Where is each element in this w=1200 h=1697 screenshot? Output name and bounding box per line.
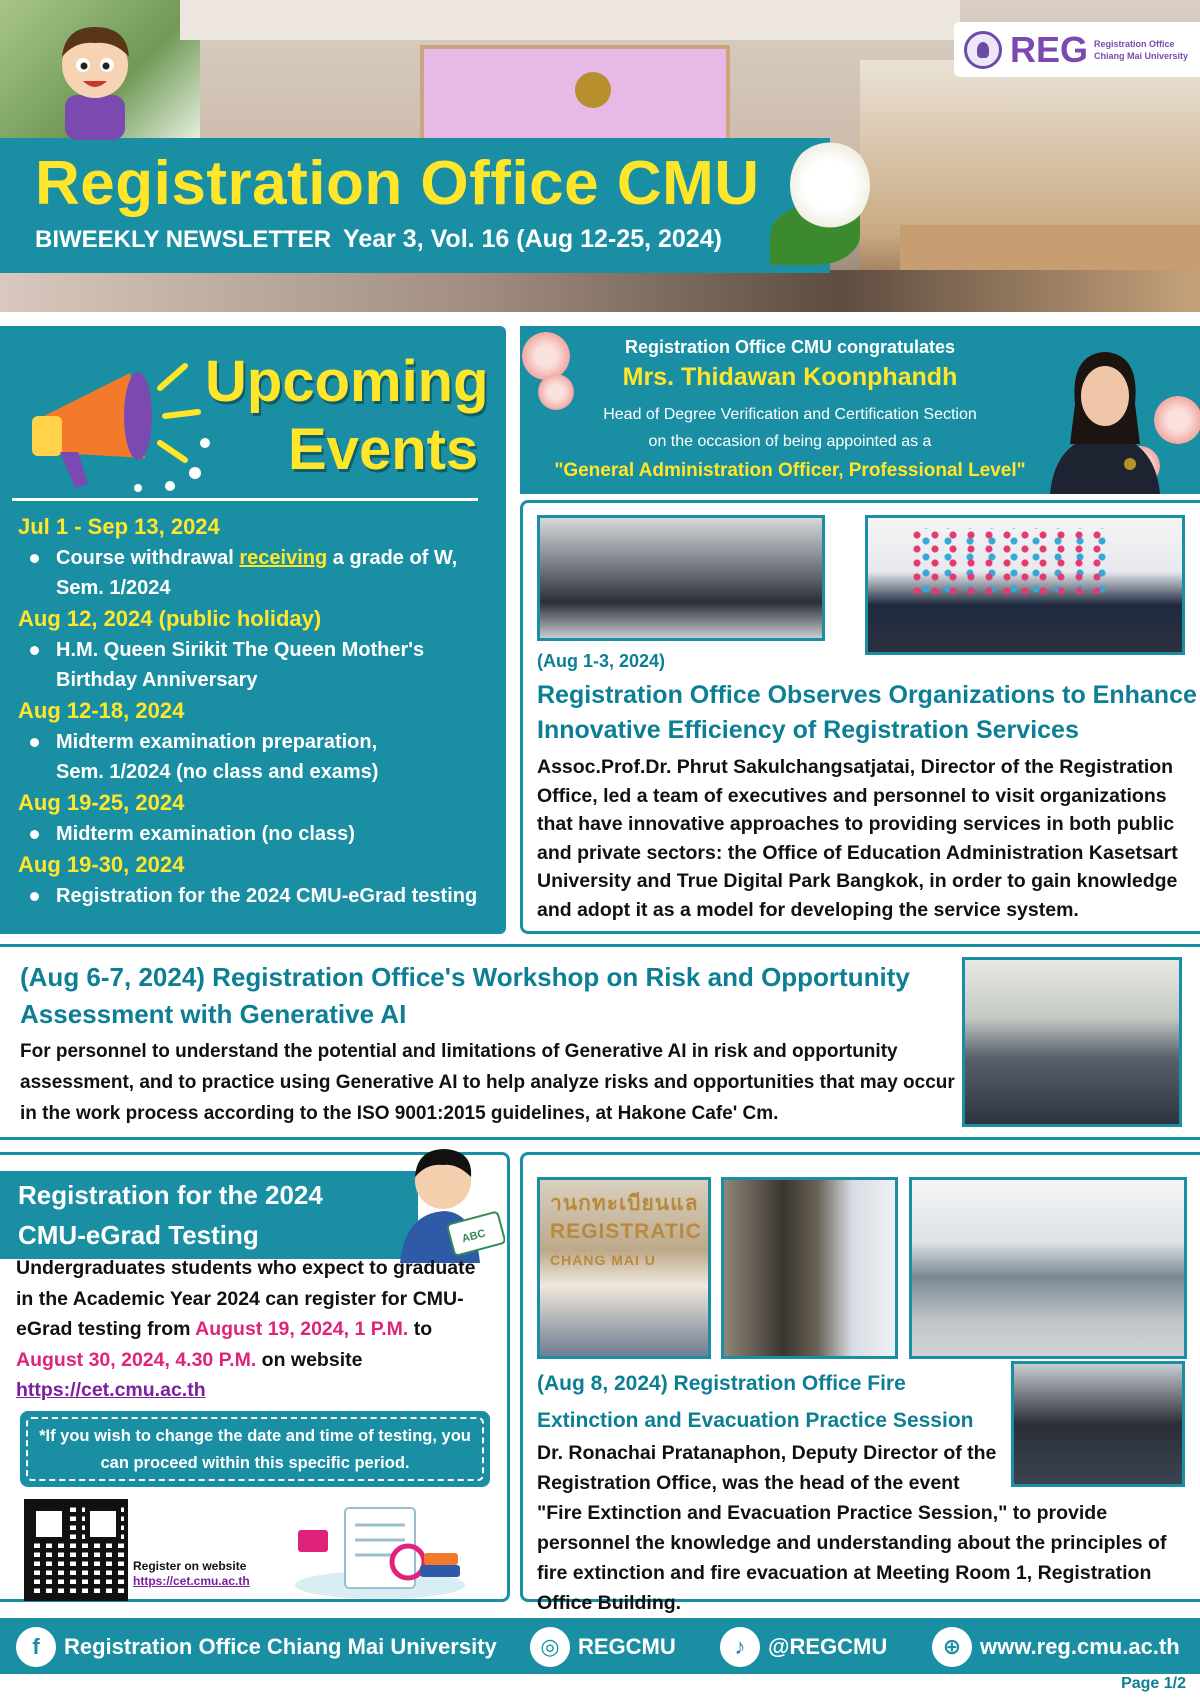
display-wall-pattern xyxy=(908,528,1108,598)
event-item xyxy=(18,881,498,911)
globe-icon: ⊕ xyxy=(932,1627,972,1667)
event-text-line2: Sem. 1/2024 (no class and exams) xyxy=(56,761,379,783)
egrad-website-link[interactable]: https://cet.cmu.ac.th xyxy=(16,1379,206,1401)
footer-facebook[interactable] xyxy=(16,1627,497,1667)
portrait-photo xyxy=(1040,334,1170,494)
event-date: Jul 1 - Sep 13, 2024 xyxy=(18,514,220,539)
congrats-position: "General Administration Officer, Professional Level" xyxy=(554,460,1026,481)
egrad-note-text: *If you wish to change the date and time of testing, you can proceed within this specific period. xyxy=(26,1417,484,1481)
egrad-title-line1: Registration for the 2024 xyxy=(18,1180,323,1210)
event-item xyxy=(18,819,498,849)
footer-website-text: www.reg.cmu.ac.th xyxy=(980,1634,1180,1659)
newsletter-label: BIWEEKLY NEWSLETTER xyxy=(35,226,332,253)
event-text: Registration for the 2024 CMU-eGrad testing xyxy=(56,885,478,907)
firefighters-photo xyxy=(721,1177,898,1359)
congratulations-banner xyxy=(520,326,1200,494)
newsletter-title: Registration Office CMU xyxy=(35,149,760,218)
jasmine-flower-decoration xyxy=(790,140,870,230)
events-list xyxy=(18,511,498,911)
fire-drill-body-part1: Dr. Ronachai Pratanaphon, Deputy Director of the Registration Office, was the head of the event xyxy=(537,1442,997,1494)
egrad-body-text: to xyxy=(408,1318,433,1340)
reg-logo-subtitle xyxy=(1094,38,1188,62)
egrad-title-line2: CMU-eGrad Testing xyxy=(18,1220,259,1250)
egrad-registration-panel xyxy=(0,1152,510,1602)
workshop-title: (Aug 6-7, 2024) Registration Office's Workshop on Risk and Opportunity Assessment with Generative AI xyxy=(20,962,910,1029)
egrad-body-text: on website xyxy=(256,1348,363,1371)
event-highlight: receiving xyxy=(239,547,328,569)
event-date: Aug 12, 2024 (public holiday) xyxy=(18,606,322,631)
meeting-room-photo xyxy=(537,515,825,641)
qr-label-text: Register on website xyxy=(133,1559,247,1573)
fire-drill-article xyxy=(520,1152,1200,1614)
event-item xyxy=(18,543,498,603)
exam-illustration-icon xyxy=(290,1490,470,1600)
congrats-name: Mrs. Thidawan Koonphandh xyxy=(622,363,958,391)
event-date: Aug 19-30, 2024 xyxy=(18,852,185,877)
newsletter-volume: Year 3, Vol. 16 (Aug 12-25, 2024) xyxy=(343,225,722,253)
reg-logo xyxy=(954,22,1200,77)
reg-logo-sub1: Registration Office xyxy=(1094,38,1175,49)
fire-drill-title: (Aug 8, 2024) Registration Office Fire Extinction and Evacuation Practice Session xyxy=(537,1372,974,1432)
page-number: Page 1/2 xyxy=(1121,1675,1186,1692)
footer-tiktok-text: @REGCMU xyxy=(768,1634,888,1659)
egrad-note-box xyxy=(20,1411,490,1487)
footer-bar xyxy=(0,1618,1200,1674)
photo-sign-line3: CHANG MAI U xyxy=(550,1252,656,1268)
event-item xyxy=(18,635,498,695)
egrad-date-from: August 19, 2024, 1 P.M. xyxy=(195,1318,409,1340)
egrad-date-to: August 30, 2024, 4.30 P.M. xyxy=(16,1348,257,1371)
events-divider xyxy=(12,498,478,501)
workshop-article xyxy=(0,944,1200,1140)
header-banner xyxy=(0,0,1200,312)
seated-staff-photo xyxy=(1011,1361,1185,1487)
tiktok-icon: ♪ xyxy=(720,1627,760,1667)
event-text-line2: Birthday Anniversary xyxy=(56,669,258,691)
observation-date: (Aug 1-3, 2024) xyxy=(537,651,666,671)
workshop-body: For personnel to understand the potential and limitations of Generative AI in risk and opportunity assessment, and to practice using Generative AI to help analyze risks and opportunities that may occur in the work process according to the ISO 9001:2015 guidelines, at Hakone Cafe' Cm. xyxy=(20,1041,955,1124)
upcoming-events-title-line1: Upcoming xyxy=(205,349,489,414)
event-text: Midterm examination preparation, xyxy=(56,731,378,753)
photo-sign-text xyxy=(550,1190,702,1274)
footer-instagram[interactable] xyxy=(530,1627,676,1667)
workshop-photo xyxy=(962,957,1182,1127)
header-photo-ceiling xyxy=(180,0,960,40)
egrad-body xyxy=(16,1253,496,1406)
reg-logo-text: REG xyxy=(1010,28,1089,70)
qr-label xyxy=(133,1559,250,1589)
newsletter-subtitle xyxy=(35,225,722,254)
event-text: H.M. Queen Sirikit The Queen Mother's xyxy=(56,639,425,661)
fire-drill-body-part2: "Fire Extinction and Evacuation Practice Session," to provide personnel the knowledge and understanding about the principles of fire extinction and fire evacuation at Meeting Room 1, Registration Office Building. xyxy=(537,1502,1167,1614)
observation-article xyxy=(520,500,1200,934)
photo-sign-line2: REGISTRATIC xyxy=(550,1220,702,1243)
event-item xyxy=(18,727,498,787)
speaker-photo xyxy=(537,1177,711,1359)
footer-website[interactable] xyxy=(932,1627,1180,1667)
footer-tiktok[interactable] xyxy=(720,1627,887,1667)
event-text: Course withdrawal xyxy=(56,547,240,569)
observation-title: Registration Office Observes Organizations to Enhance Innovative Efficiency of Registration Services xyxy=(537,681,1197,744)
group-photo xyxy=(909,1177,1187,1359)
cmu-seal-icon xyxy=(964,31,1002,69)
qr-code-icon[interactable] xyxy=(24,1499,128,1601)
congrats-intro: Registration Office CMU congratulates xyxy=(624,337,956,357)
footer-instagram-text: REGCMU xyxy=(578,1634,676,1659)
header-photo-seal xyxy=(575,72,611,108)
congrats-role: Head of Degree Verification and Certification Section xyxy=(603,406,977,423)
observation-body: Assoc.Prof.Dr. Phrut Sakulchangsatjatai, Director of the Registration Office, led a team of executives and personnel to visit organizations that have innovative approaches to providing services in both public and private sectors: the Office of Education Administration Kasetsart University and True Digital Park Bangkok, in order to gain knowledge and adopt it as a model for developing the service system. xyxy=(537,756,1178,921)
reg-logo-sub2: Chiang Mai University xyxy=(1094,50,1189,61)
mascot-boy-icon xyxy=(45,15,145,140)
true-digital-park-photo xyxy=(865,515,1185,655)
footer-facebook-text: Registration Office Chiang Mai University xyxy=(64,1634,497,1659)
upcoming-events-panel xyxy=(0,326,506,934)
congrats-occasion: on the occasion of being appointed as a xyxy=(648,433,932,450)
event-date: Aug 12-18, 2024 xyxy=(18,698,185,723)
instagram-icon: ◎ xyxy=(530,1627,570,1667)
megaphone-icon xyxy=(20,348,210,498)
qr-website-link[interactable]: https://cet.cmu.ac.th xyxy=(133,1574,250,1588)
event-text-line2: Sem. 1/2024 xyxy=(56,577,171,599)
egrad-body-text: Undergraduates students who expect to graduate in the Academic Year 2024 can register for CMU-eGrad testing from xyxy=(16,1257,476,1340)
header-photo-floor xyxy=(0,270,1200,312)
photo-sign-line1: านกทะเบียนแล xyxy=(550,1192,699,1215)
event-date: Aug 19-25, 2024 xyxy=(18,790,185,815)
event-text: a grade of W, xyxy=(327,547,458,569)
facebook-icon: f xyxy=(16,1627,56,1667)
event-text: Midterm examination (no class) xyxy=(56,823,355,845)
student-writing-icon xyxy=(395,1133,505,1263)
egrad-title xyxy=(18,1175,323,1255)
illustration-abc-text: ABC xyxy=(460,1227,487,1246)
upcoming-events-title-line2: Events xyxy=(288,417,479,482)
